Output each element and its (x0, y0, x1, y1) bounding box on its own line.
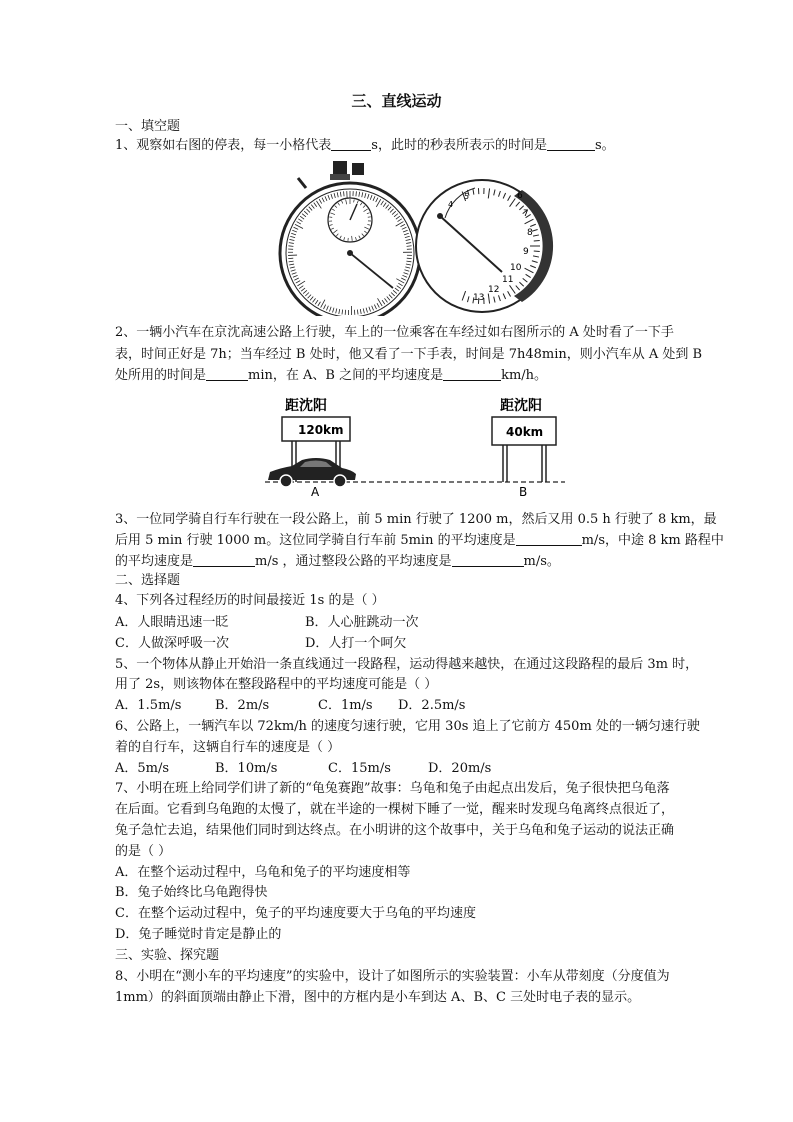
q1-blank-2 (547, 137, 595, 151)
mag-label-9: 9 (523, 247, 529, 257)
question-6-options (115, 759, 491, 778)
mag-label-12: 12 (488, 285, 500, 295)
q4-option-d: D．人打一个呵欠 (305, 636, 407, 651)
sign-b-title: 距沈阳 (500, 398, 542, 414)
q5-option-b: B．2m/s (215, 698, 270, 713)
q3-blank-2 (193, 553, 255, 567)
mag-label-11: 11 (502, 275, 514, 285)
question-7-line-4: 的是（ ） (115, 844, 172, 859)
stopwatch-figure (270, 158, 560, 316)
mag-label-4: 4 (448, 200, 454, 209)
q5-option-d: D．2.5m/s (398, 698, 466, 713)
tick-mark (344, 191, 345, 196)
tick-mark (534, 251, 540, 252)
question-6-line-1: 6、公路上，一辆汽车以 72km/h 的速度匀速行驶，它用 30s 追上了它前方 450m 处的一辆匀速行驶 (115, 719, 700, 734)
sign-a-title: 距沈阳 (285, 398, 327, 414)
q3-text-a: 后用 5 min 行驶 1000 m。这位同学骑自行车前 5min 的平均速度是 (115, 533, 516, 548)
question-4-options-row-1 (115, 613, 419, 632)
q7-option-a: A．在整个运动过程中，乌龟和兔子的平均速度相等 (115, 865, 411, 880)
question-6-line-2: 着的自行车，这辆自行车的速度是（ ） (115, 740, 341, 755)
question-3-line-3 (115, 552, 715, 571)
tick-mark (534, 240, 540, 241)
mag-label-5: 5 (464, 192, 470, 201)
section-experiment-heading: 三、实验、探究题 (115, 948, 220, 963)
q2-blank-2 (443, 367, 501, 381)
q1-blank-1 (331, 137, 371, 151)
question-8-line-1: 8、小明在“测小车的平均速度”的实验中，设计了如图所示的实验装置：小车从带刻度（分度值为 (115, 969, 670, 984)
question-3-line-1: 3、一位同学骑自行车行驶在一段公路上，前 5 min 行驶了 1200 m，然后又用 0.5 h 行驶了 8 km，最 (115, 512, 717, 527)
q6-option-a: A．5m/s (115, 761, 170, 776)
point-b-label: B (519, 485, 528, 499)
q6-option-b: B．10m/s (215, 761, 278, 776)
q2-text-c: km/h。 (501, 368, 548, 383)
question-7-line-2: 在后面。它看到乌龟跑的太慢了，就在半途的一棵树下睡了一觉，醒来时发现乌龟离终点很近了， (115, 802, 675, 817)
q3-text-d: m/s ，通过整段公路的平均速度是 (255, 554, 452, 569)
question-4-options-row-2 (115, 634, 406, 653)
question-1 (115, 136, 715, 155)
point-a-label: A (311, 485, 320, 499)
question-7-line-1: 7、小明在班上给同学们讲了新的“龟兔赛跑”故事：乌龟和兔子由起点出发后，兔子很快把乌龟落 (115, 781, 670, 796)
question-5-line-2: 用了 2s，则该物体在整段路程中的平均速度可能是（ ） (115, 677, 438, 692)
q4-option-b: B．人心脏跳动一次 (305, 615, 419, 630)
q7-option-c: C．在整个运动过程中，兔子的平均速度要大于乌龟的平均速度 (115, 906, 476, 921)
section-choice-heading: 二、选择题 (115, 573, 181, 588)
q5-option-c: C．1m/s (318, 698, 373, 713)
question-5-line-1: 5、一个物体从静止开始沿一条直线通过一段路程，运动得越来越快，在通过这段路程的最后 3m 时， (115, 657, 699, 672)
q2-text-b: min，在 A、B 之间的平均速度是 (248, 368, 444, 383)
mag-label-6: 6 (517, 191, 523, 201)
q3-text-e: m/s。 (523, 554, 560, 569)
q2-text-a: 处所用的时间是 (115, 368, 207, 383)
q3-blank-3 (452, 553, 524, 567)
q4-option-a: A．人眼睛迅速一眨 (115, 615, 229, 630)
question-7-line-3: 兔子急忙去追，结果他们同时到达终点。在小明讲的这个故事中，关于乌龟和兔子运动的说法正确 (115, 823, 675, 838)
q3-blank-1 (516, 532, 582, 546)
question-4-stem: 4、下列各过程经历的时间最接近 1s 的是（ ） (115, 593, 385, 608)
q7-option-b: B．兔子始终比乌龟跑得快 (115, 885, 268, 900)
stopwatch-full-icon (280, 161, 420, 316)
q4-option-c: C．人做深呼吸一次 (115, 636, 229, 651)
sign-a-distance: 120km (298, 423, 344, 437)
tick-mark (356, 191, 357, 196)
q3-text-b: m/s，中途 8 km 路程中 (581, 533, 724, 548)
q5-option-a: A．1.5m/s (115, 698, 182, 713)
question-2-line-1: 2、一辆小汽车在京沈高速公路上行驶，车上的一位乘客在车经过如右图所示的 A 处时看了一下手 (115, 325, 674, 340)
question-8-line-2: 1mm）的斜面顶端由静止下滑，图中的方框内是小车到达 A、B、C 三处时电子表的显示。 (115, 990, 641, 1005)
q1-text-b: s，此时的秒表所表示的时间是 (371, 138, 547, 153)
road-signs-figure (260, 392, 570, 502)
sign-b-distance: 40km (506, 425, 544, 439)
q1-text-c: s。 (594, 138, 615, 153)
question-5-options (115, 696, 465, 715)
q6-option-d: D．20m/s (428, 761, 492, 776)
q6-option-c: C．15m/s (328, 761, 391, 776)
question-2-line-2: 表，时间正好是 7h；当车经过 B 处时，他又看了一下手表，时间是 7h48min，则小汽车从 A 处到 B (115, 347, 703, 362)
page-title: 三、直线运动 (351, 92, 442, 110)
question-2-line-3 (115, 366, 715, 385)
mag-label-13: 13 (473, 293, 485, 303)
q2-blank-1 (206, 367, 248, 381)
mag-label-10: 10 (510, 263, 522, 273)
car-icon (268, 458, 356, 487)
q7-option-d: D．兔子睡觉时肯定是静止的 (115, 927, 282, 942)
question-3-line-2 (115, 531, 724, 550)
mag-label-8: 8 (527, 228, 533, 238)
q3-text-c: 的平均速度是 (115, 554, 194, 569)
q1-text-a: 1、观察如右图的停表，每一小格代表 (115, 138, 332, 153)
stopwatch-magnified-icon (416, 180, 553, 312)
section-fill-blank-heading: 一、填空题 (115, 119, 181, 134)
mag-label-7: 7 (523, 209, 529, 219)
